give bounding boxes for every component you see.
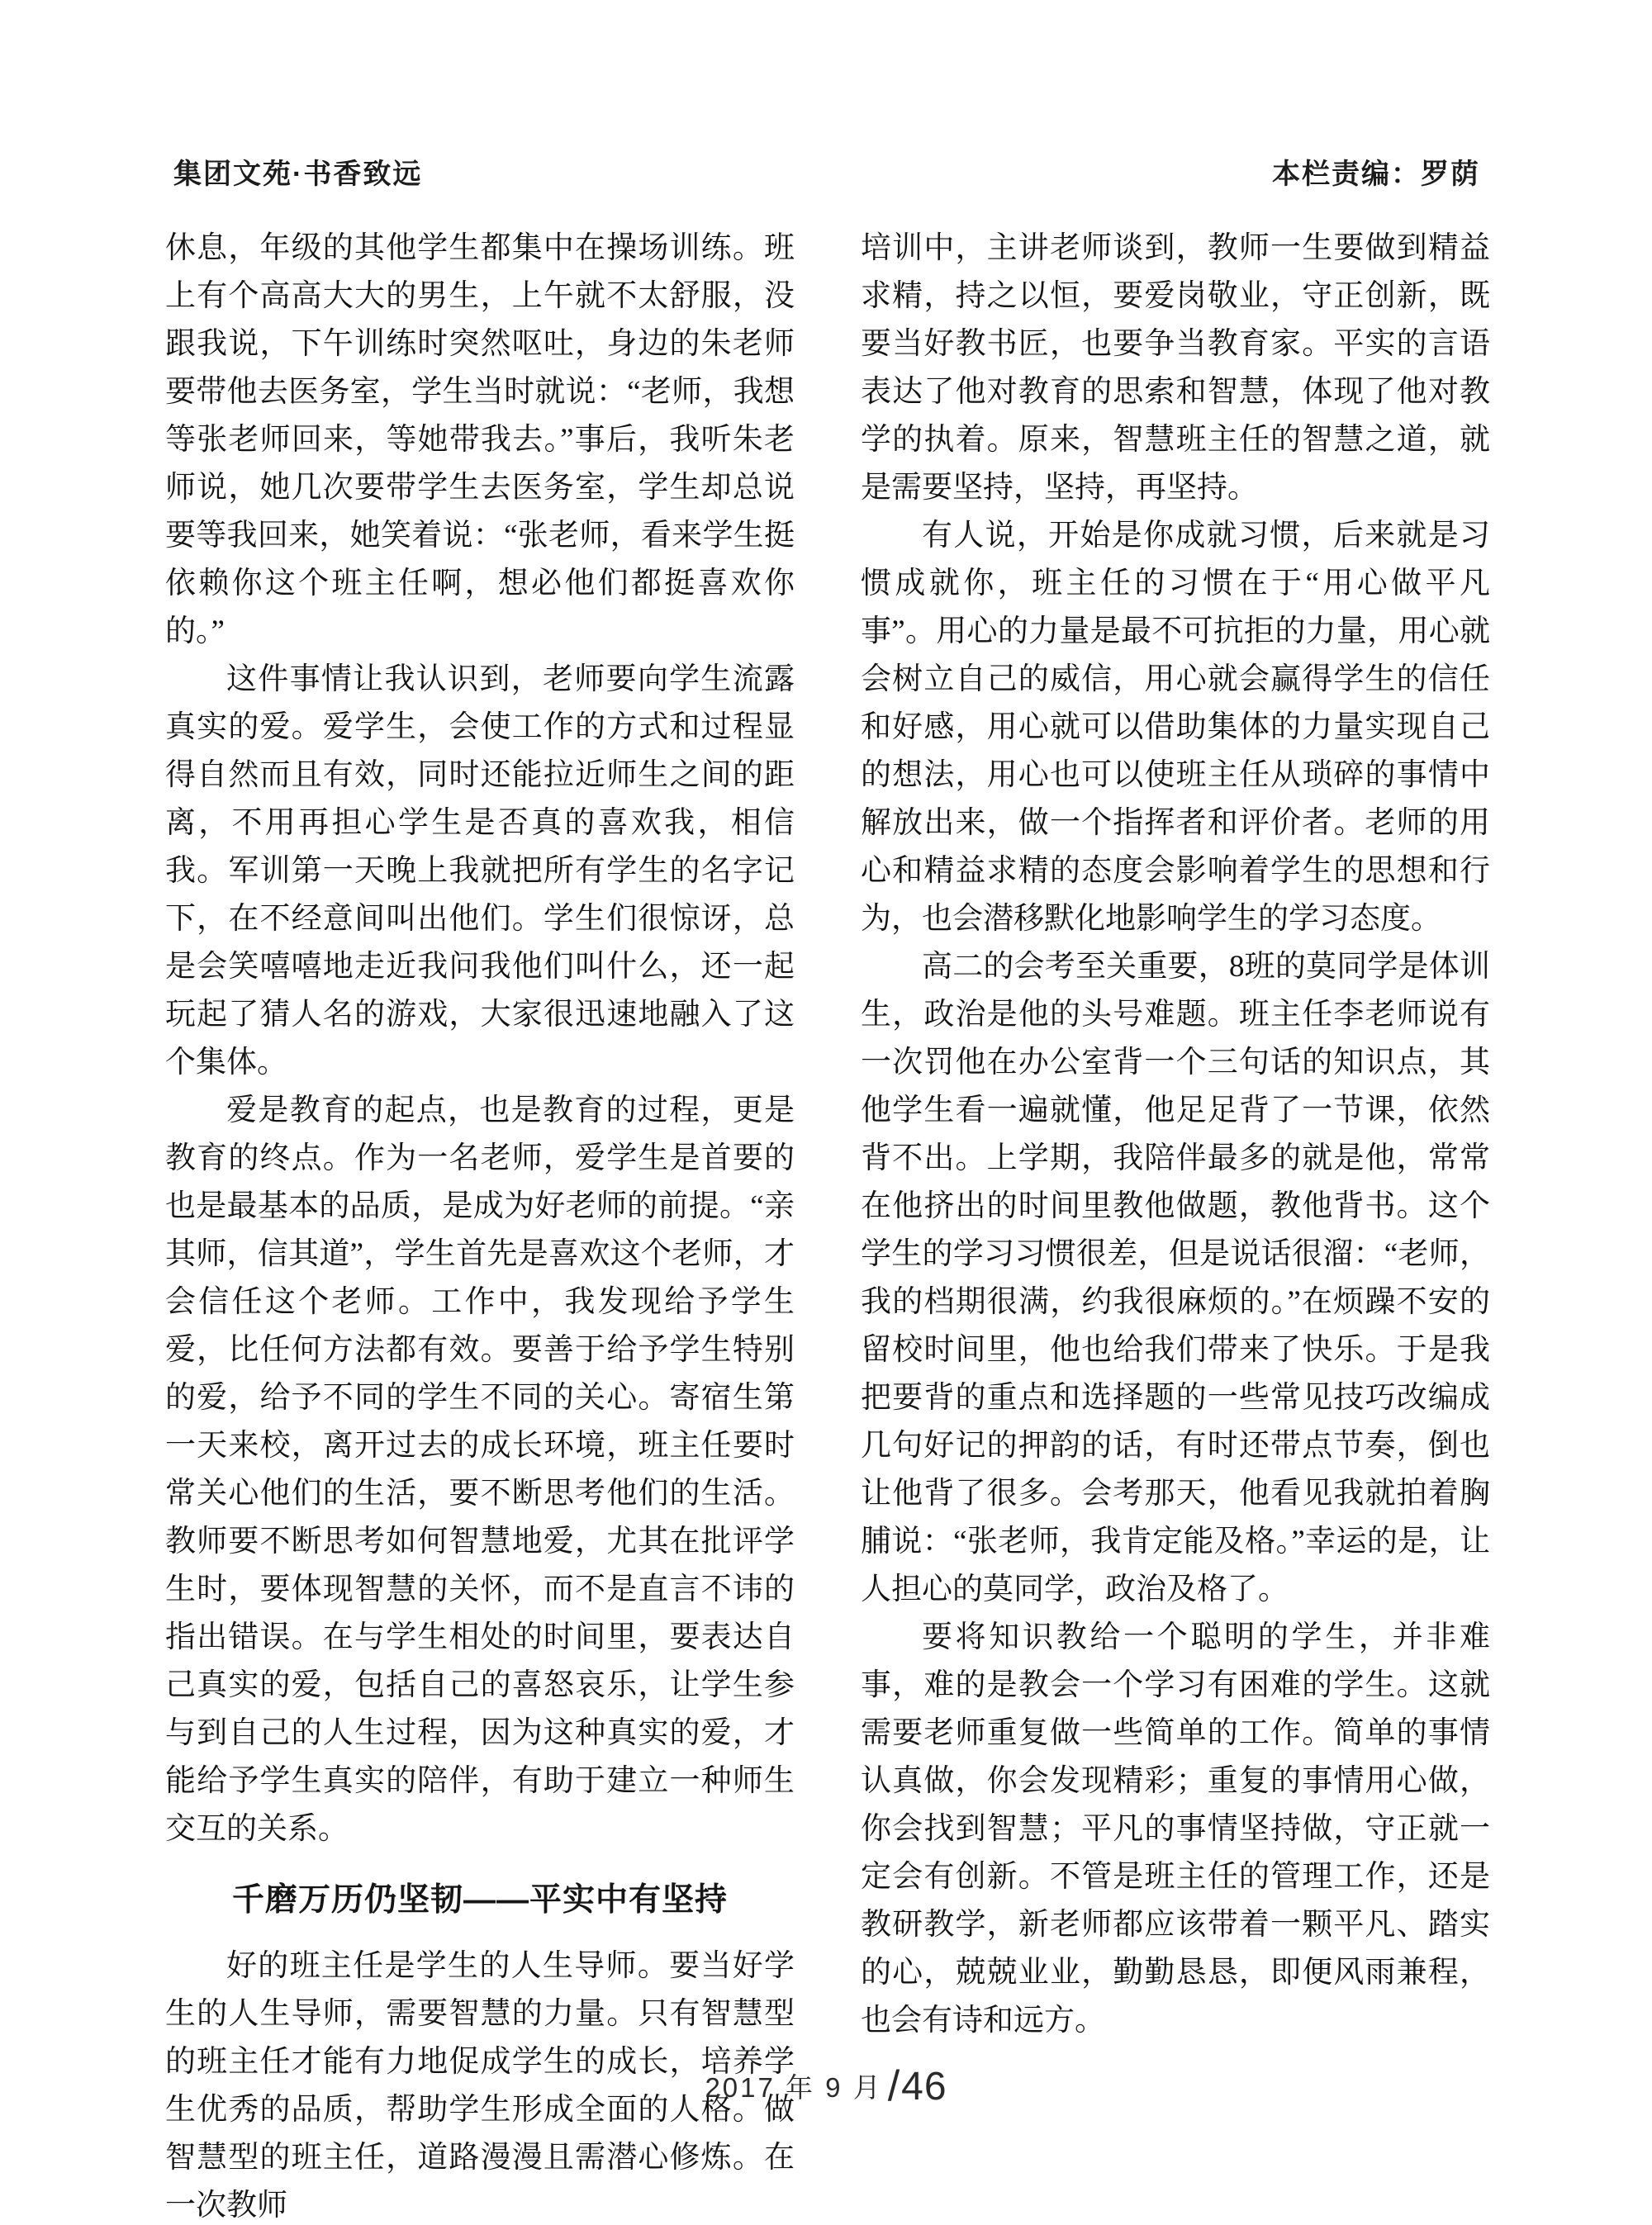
right-column <box>861 225 1490 2225</box>
left-column <box>165 225 795 2225</box>
article-body <box>165 225 1490 2225</box>
issue-date: 2017 年 9 月 <box>705 2072 883 2103</box>
editor-credit: 本栏责编：罗荫 <box>1272 159 1480 190</box>
column-title: 集团文苑·书香致远 <box>173 159 423 190</box>
page-footer <box>0 2061 1652 2111</box>
article-paragraph: 休息，年级的其他学生都集中在操场训练。班上有个高高大大的男生，上午就不太舒服，没跟我说，下午训练时突然呕吐，身边的朱老师要带他去医务室，学生当时就说：“老师，我想等张老师回来，等她带我去。”事后，我听朱老师说，她几次要带学生去医务室，学生却总说要等我回来，她笑着说：“张老师，看来学生挺依赖你这个班主任啊，想必他们都挺喜欢你的。” <box>165 231 795 648</box>
article-paragraph: 这件事情让我认识到，老师要向学生流露真实的爱。爱学生，会使工作的方式和过程显得自然而且有效，同时还能拉近师生之间的距离，不用再担心学生是否真的喜欢我，相信我。军训第一天晚上我就把所有学生的名字记下，在不经意间叫出他们。学生们很惊讶，总是会笑嘻嘻地走近我问我他们叫什么，还一起玩起了猜人名的游戏，大家很迅速地融入了这个集体。 <box>165 662 795 1079</box>
section-heading: 千磨万历仍坚韧——平实中有坚持 <box>231 1882 728 1918</box>
footer-slash: / <box>887 2062 900 2110</box>
article-paragraph: 爱是教育的起点，也是教育的过程，更是教育的终点。作为一名老师，爱学生是首要的也是最基本的品质，是成为好老师的前提。“亲其师，信其道”，学生首先是喜欢这个老师，才会信任这个老师。工作中，我发现给予学生爱，比任何方法都有效。要善于给予学生特别的爱，给予不同的学生不同的关心。寄宿生第一天来校，离开过去的成长环境，班主任要时常关心他们的生活，要不断思考他们的生活。教师要不断思考如何智慧地爱，尤其在批评学生时，要体现智慧的关怀，而不是直言不讳的指出错误。在与学生相处的时间里，要表达自己真实的爱，包括自己的喜怒哀乐，让学生参与到自己的人生过程，因为这种真实的爱，才能给予学生真实的陪伴，有助于建立一种师生交互的关系。 <box>165 1094 795 1846</box>
article-paragraph: 高二的会考至关重要，8班的莫同学是体训生，政治是他的头号难题。班主任李老师说有一次罚他在办公室背一个三句话的知识点，其他学生看一遍就懂，他足足背了一节课，依然背不出。上学期，我陪伴最多的就是他，常常在他挤出的时间里教他做题，教他背书。这个学生的学习习惯很差，但是说话很溜：“老师，我的档期很满，约我很麻烦的。”在烦躁不安的留校时间里，他也给我们带来了快乐。于是我把要背的重点和选择题的一些常见技巧改编成几句好记的押韵的话，有时还带点节奏，倒也让他背了很多。会考那天，他看见我就拍着胸脯说：“张老师，我肯定能及格。”幸运的是，让人担心的莫同学，政治及格了。 <box>861 950 1490 1606</box>
article-paragraph: 要将知识教给一个聪明的学生，并非难事，难的是教会一个学习有困难的学生。这就需要老师重复做一些简单的工作。简单的事情认真做，你会发现精彩；重复的事情用心做，你会找到智慧；平凡的事情坚持做，守正就一定会有创新。不管是班主任的管理工作，还是教研教学，新老师都应该带着一颗平凡、踏实的心，兢兢业业，勤勤恳恳，即便风雨兼程，也会有诗和远方。 <box>861 1620 1490 2038</box>
page-number: 46 <box>901 2065 947 2109</box>
article-paragraph: 有人说，开始是你成就习惯，后来就是习惯成就你，班主任的习惯在于“用心做平凡事”。用心的力量是最不可抗拒的力量，用心就会树立自己的威信，用心就会赢得学生的信任和好感，用心就可以借助集体的力量实现自己的想法，用心也可以使班主任从琐碎的事情中解放出来，做一个指挥者和评价者。老师的用心和精益求精的态度会影响着学生的思想和行为，也会潜移默化地影响学生的学习态度。 <box>861 519 1490 936</box>
page-header <box>173 151 1480 192</box>
article-paragraph: 好的班主任是学生的人生导师。要当好学生的人生导师，需要智慧的力量。只有智慧型的班主任才能有力地促成学生的成长，培养学生优秀的品质，帮助学生形成全面的人格。做智慧型的班主任，道路漫漫且需潜心修炼。在一次教师 <box>165 1949 795 2223</box>
article-paragraph: 培训中，主讲老师谈到，教师一生要做到精益求精，持之以恒，要爱岗敬业，守正创新，既要当好教书匠，也要争当教育家。平实的言语表达了他对教育的思索和智慧，体现了他对教学的执着。原来，智慧班主任的智慧之道，就是需要坚持，坚持，再坚持。 <box>861 231 1490 505</box>
